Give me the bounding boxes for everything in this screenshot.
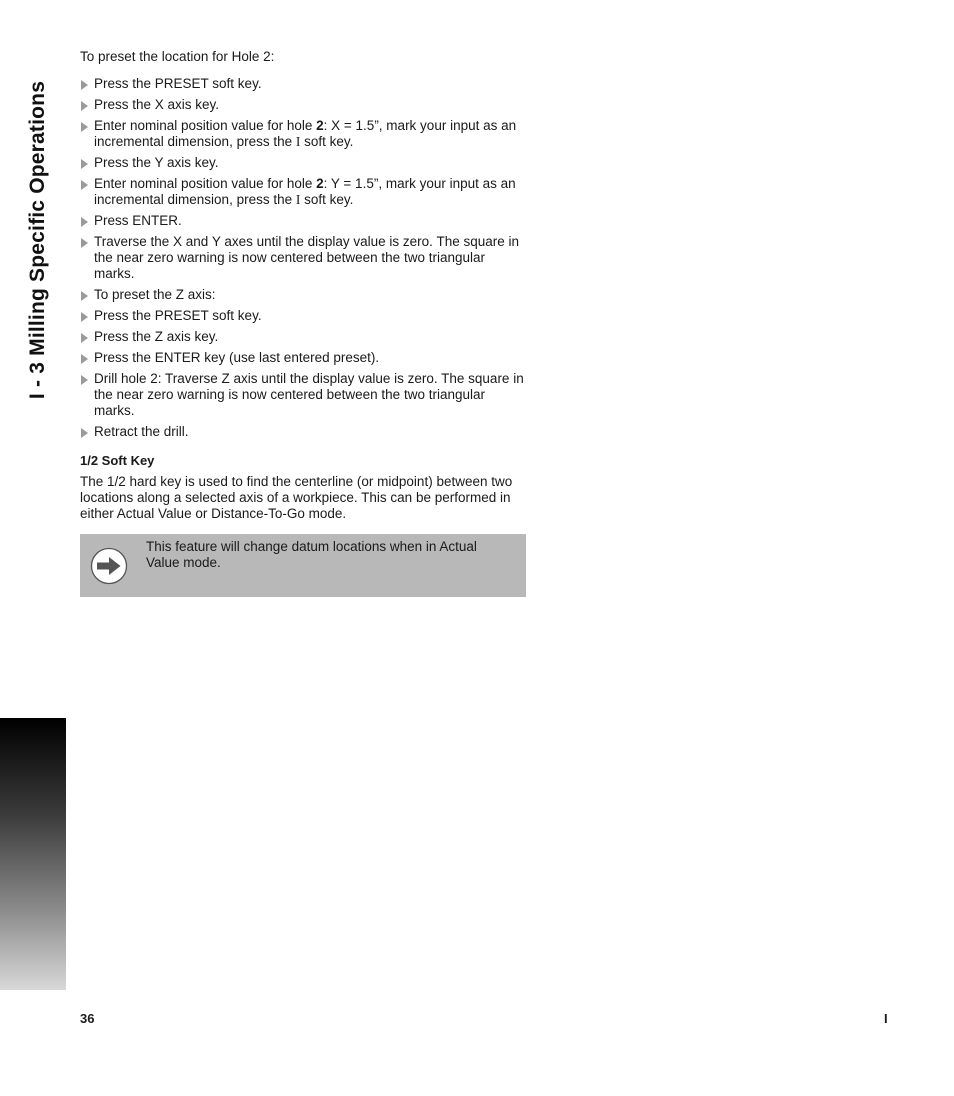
step-text: Press the Y axis key. bbox=[94, 155, 219, 170]
bullet-triangle-icon bbox=[81, 122, 88, 132]
hole-number: 2 bbox=[316, 118, 324, 133]
step-item bbox=[80, 155, 526, 171]
incremental-key-glyph: I bbox=[295, 134, 301, 149]
step-text: Press the PRESET soft key. bbox=[94, 76, 262, 91]
bullet-triangle-icon bbox=[81, 375, 88, 385]
note-text: This feature will change datum locations when in Actual Value mode. bbox=[146, 539, 477, 570]
bullet-triangle-icon bbox=[81, 333, 88, 343]
hole-number: 2 bbox=[316, 176, 324, 191]
step-item bbox=[80, 287, 526, 303]
bullet-triangle-icon bbox=[81, 80, 88, 90]
step-item bbox=[80, 76, 526, 92]
bullet-triangle-icon bbox=[81, 180, 88, 190]
note-box bbox=[80, 534, 526, 597]
step-item bbox=[80, 371, 526, 419]
step-text: Retract the drill. bbox=[94, 424, 189, 439]
step-text-mid: : Y = 1.5”, mark your input as an incremental dimension, press the bbox=[94, 176, 516, 207]
main-content bbox=[80, 49, 526, 597]
side-gradient-tab bbox=[0, 718, 66, 990]
step-text-post: soft key. bbox=[300, 192, 354, 207]
step-text: To preset the Z axis: bbox=[94, 287, 216, 302]
bullet-triangle-icon bbox=[81, 354, 88, 364]
step-text: Press the X axis key. bbox=[94, 97, 220, 112]
step-text: Traverse the X and Y axes until the display value is zero. The square in the near zero warning is now centered between the two triangular marks. bbox=[94, 234, 519, 281]
chapter-side-title bbox=[18, 40, 58, 440]
step-item bbox=[80, 329, 526, 345]
step-text-pre: Enter nominal position value for hole bbox=[94, 118, 317, 133]
step-item bbox=[80, 350, 526, 366]
bullet-triangle-icon bbox=[81, 217, 88, 227]
bullet-triangle-icon bbox=[81, 101, 88, 111]
step-text: Press ENTER. bbox=[94, 213, 182, 228]
chapter-marker: I bbox=[884, 1011, 888, 1026]
step-text: Press the Z axis key. bbox=[94, 329, 219, 344]
step-item bbox=[80, 97, 526, 113]
bullet-triangle-icon bbox=[81, 159, 88, 169]
step-item bbox=[80, 118, 526, 150]
section-paragraph: The 1/2 hard key is used to find the centerline (or midpoint) between two locations along a selected axis of a workpiece. This can be performed in either Actual Value or Distance-To-Go mode. bbox=[80, 474, 513, 521]
step-text: Press the ENTER key (use last entered preset). bbox=[94, 350, 380, 365]
step-item bbox=[80, 213, 526, 229]
step-item bbox=[80, 424, 526, 440]
step-item bbox=[80, 234, 526, 282]
arrow-right-icon bbox=[90, 547, 128, 585]
step-list bbox=[80, 76, 526, 440]
bullet-triangle-icon bbox=[81, 312, 88, 322]
bullet-triangle-icon bbox=[81, 428, 88, 438]
bullet-triangle-icon bbox=[81, 291, 88, 301]
step-item bbox=[80, 176, 526, 208]
chapter-side-title-text: I - 3 Milling Specific Operations bbox=[26, 80, 49, 400]
step-text: Press the PRESET soft key. bbox=[94, 308, 262, 323]
intro-text: To preset the location for Hole 2: bbox=[80, 49, 275, 64]
step-text-mid: : X = 1.5”, mark your input as an incremental dimension, press the bbox=[94, 118, 517, 149]
step-text-pre: Enter nominal position value for hole bbox=[94, 176, 317, 191]
page-number: 36 bbox=[80, 1011, 95, 1026]
section-heading: 1/2 Soft Key bbox=[80, 453, 155, 468]
incremental-key-glyph: I bbox=[295, 192, 301, 207]
step-text-post: soft key. bbox=[300, 134, 354, 149]
bullet-triangle-icon bbox=[81, 238, 88, 248]
step-text: Drill hole 2: Traverse Z axis until the display value is zero. The square in the near zero warning is now centered between the two triangular marks. bbox=[94, 371, 524, 418]
step-item bbox=[80, 308, 526, 324]
